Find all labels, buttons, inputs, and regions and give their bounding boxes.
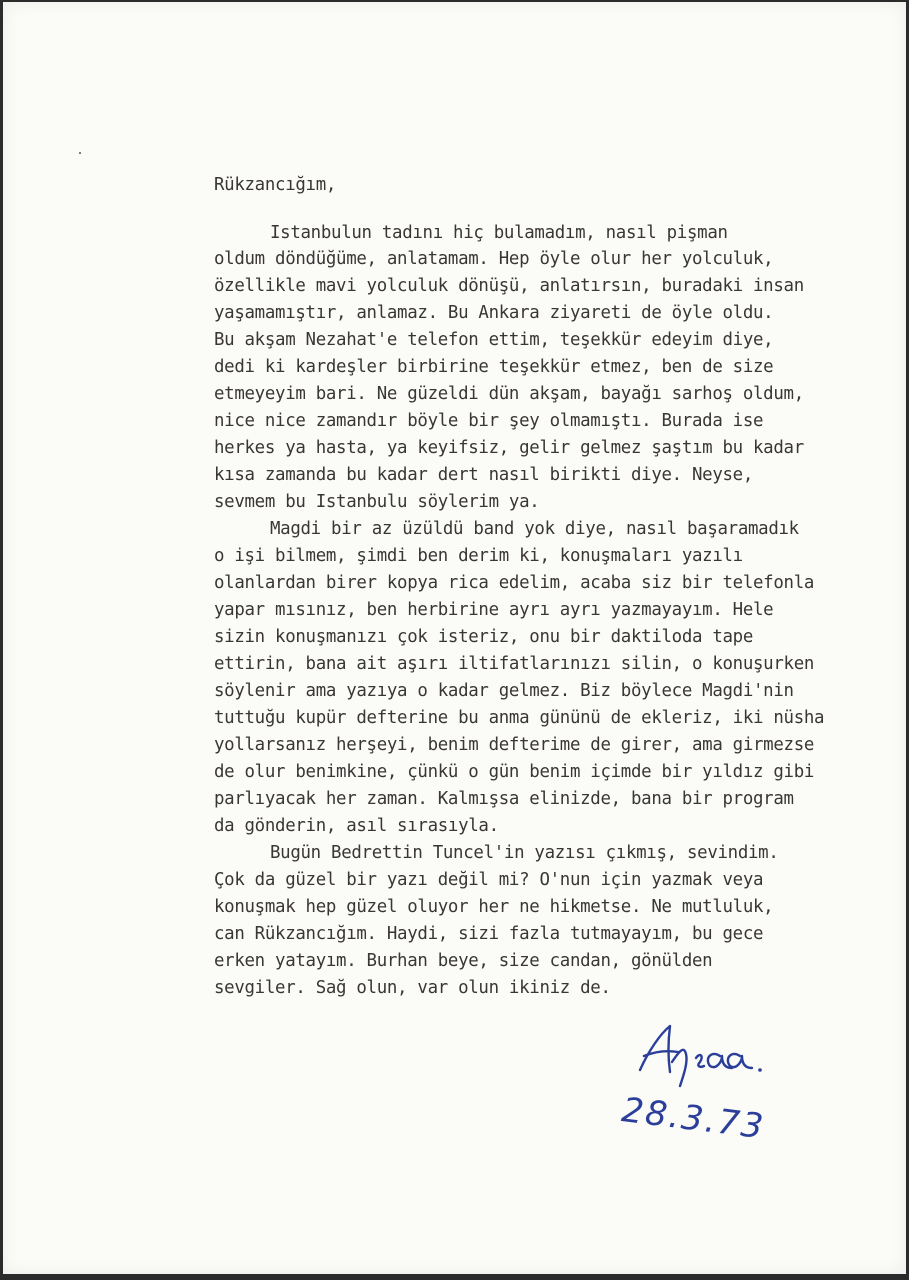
letter-line: dedi ki kardeşler birbirine teşekkür etmez, ben de size	[214, 357, 774, 377]
letter-line: nice nice zamandır böyle bir şey olmamıştı. Burada ise	[214, 411, 764, 431]
letter-line: kısa zamanda bu kadar dert nasıl birikti diye. Neyse,	[214, 465, 754, 485]
letter-line: Magdi bir az üzüldü band yok diye, nasıl başaramadık	[270, 519, 799, 539]
letter-line: sizin konuşmanızı çok isteriz, onu bir daktiloda tape	[214, 627, 754, 647]
letter-line: tuttuğu kupür defterine bu anma gününü de ekleriz, iki nüsha	[214, 708, 825, 728]
letter-line: yollarsanız herşeyi, benim defterime de girer, ama girmezse	[214, 735, 815, 755]
letter-salutation: Rükzancığım,	[214, 175, 337, 195]
letter-line: olanlardan birer kopya rica edelim, acaba siz bir telefonla	[214, 573, 815, 593]
letter-line: Bugün Bedrettin Tuncel'in yazısı çıkmış, sevindim.	[270, 843, 779, 863]
letter-line: de olur benimkine, çünkü o gün benim içimde bir yıldız gibi	[214, 762, 815, 782]
letter-line: etmeyeyim bari. Ne güzeldi dün akşam, bayağı sarhoş oldum,	[214, 384, 804, 404]
letter-line: erken yatayım. Burhan beye, size candan, gönülden	[214, 951, 713, 971]
letter-line: özellikle mavi yolculuk dönüşü, anlatırsın, buradaki insan	[214, 276, 804, 296]
letter-line: da gönderin, asıl sırasıyla.	[214, 816, 499, 836]
letter-line: Istanbulun tadını hiç bulamadım, nasıl pişman	[270, 223, 728, 243]
letter-line: herkes ya hasta, ya keyifsiz, gelir gelmez şaştım bu kadar	[214, 438, 804, 458]
signature-date: 28.3.73	[619, 1090, 768, 1148]
letter-line: yapar mısınız, ben herbirine ayrı ayrı yazmayayım. Hele	[214, 600, 774, 620]
handwritten-signature	[600, 1012, 800, 1092]
letter-line: o işi bilmem, şimdi ben derim ki, konuşmaları yazılı	[214, 546, 743, 566]
letter-line: ettirin, bana ait aşırı iltifatlarınızı silin, o konuşurken	[214, 654, 815, 674]
letter-line: Bu akşam Nezahat'e telefon ettim, teşekkür edeyim diye,	[214, 330, 774, 350]
signature-block	[600, 1012, 800, 1148]
letter-line: parlıyacak her zaman. Kalmışsa elinizde, bana bir program	[214, 789, 794, 809]
letter-line: can Rükzancığım. Haydi, sizi fazla tutmayayım, bu gece	[214, 924, 764, 944]
letter-line: söylenir ama yazıya o kadar gelmez. Biz böylece Magdi'nin	[214, 681, 794, 701]
paper-speck	[79, 152, 81, 154]
letter-line: sevgiler. Sağ olun, var olun ikiniz de.	[214, 978, 611, 998]
letter-line: yaşamamıştır, anlamaz. Bu Ankara ziyareti de öyle oldu.	[214, 303, 774, 323]
letter-line: sevmem bu Istanbulu söylerim ya.	[214, 492, 540, 512]
letter-line: Çok da güzel bir yazı değil mi? O'nun için yazmak veya	[214, 870, 764, 890]
letter-line: konuşmak hep güzel oluyor her ne hikmetse. Ne mutluluk,	[214, 897, 774, 917]
letter-line: oldum döndüğüme, anlatamam. Hep öyle olur her yolculuk,	[214, 249, 774, 269]
